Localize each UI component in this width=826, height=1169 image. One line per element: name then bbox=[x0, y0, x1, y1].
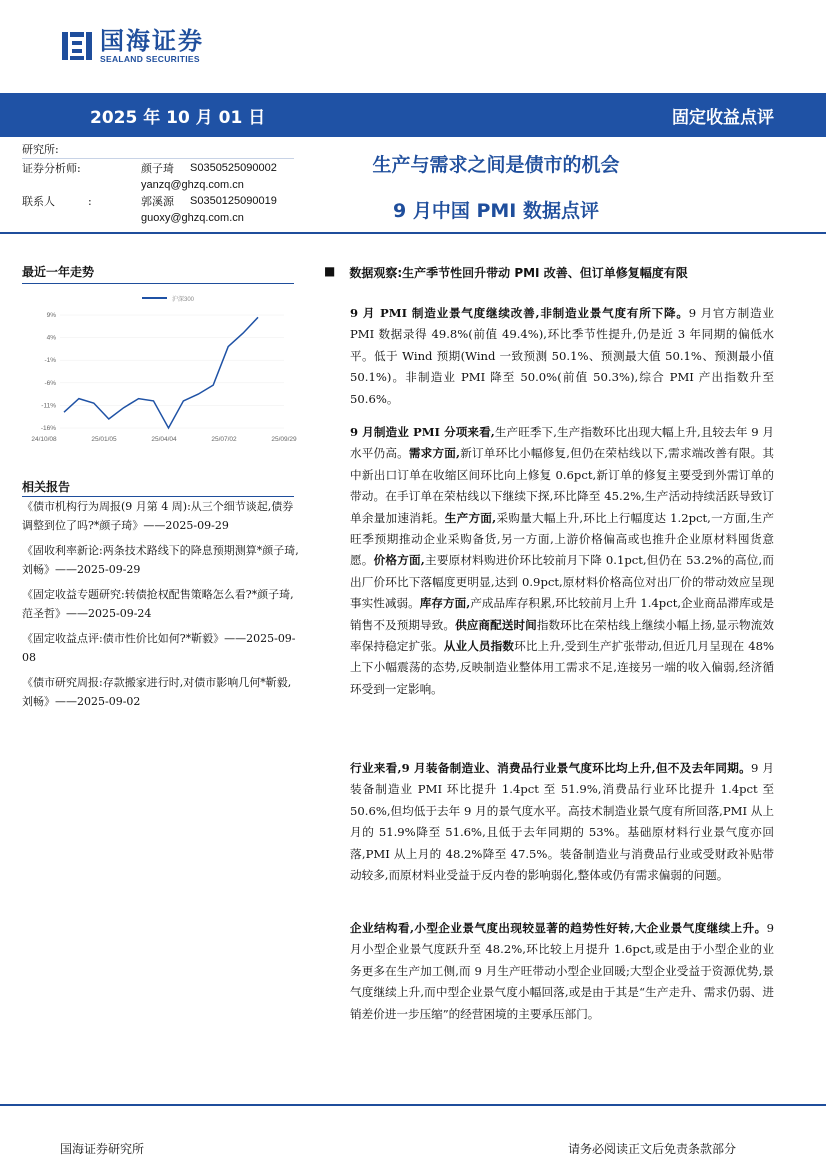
x-tick-label: 25/04/04 bbox=[151, 436, 177, 443]
divider bbox=[0, 232, 826, 234]
related-report-1[interactable]: 《债市机构行为周报(9 月第 4 周):从三个细节谈起,债券调整到位了吗?*颜子琦》——2025-09-29 bbox=[22, 500, 294, 532]
related-heading: 相关报告 bbox=[22, 480, 71, 494]
paragraph-3 bbox=[350, 758, 774, 886]
related-report-2[interactable]: 《固收利率新论:两条技术路线下的降息预期测算*颜子琦,刘畅》——2025-09-29 bbox=[22, 544, 299, 576]
delivery-lead: 供应商配送时间 bbox=[455, 617, 537, 632]
trend-heading: 最近一年走势 bbox=[22, 265, 95, 279]
analyst-email[interactable]: yanzq@ghzq.com.cn bbox=[141, 179, 244, 191]
analyst-name: 颜子琦 bbox=[141, 162, 174, 175]
contact-colon: : bbox=[88, 195, 92, 208]
paragraph-3-lead: 行业来看,9 月装备制造业、消费品行业景气度环比均上升,但不及去年同期。 bbox=[350, 761, 752, 775]
contact-name: 郭溪源 bbox=[141, 195, 174, 208]
paragraph-3-text: 9 月装备制造业 PMI 环比提升 1.4pct 至 51.9%,消费品行业环比提升 1.4pct 至 50.6%,但均低于去年 9 月的景气度水平。高技术制造业景气度有所回落,PMI 从上月的 51.9%降至 51.6%,且低于去年同期的 53%。基础原材料行业景气度亦回落,PMI 从上月的 48.2%降至 47.5%。装备制造业与消费品行业或受财政补贴带动较多,而原材料业受益于反内卷的影响弱化,整体或仍有需求偏弱的问题。 bbox=[350, 761, 774, 883]
contact-email[interactable]: guoxy@ghzq.com.cn bbox=[141, 212, 244, 224]
divider bbox=[22, 283, 294, 284]
paragraph-2-lead: 9 月制造业 PMI 分项来看, bbox=[350, 425, 495, 439]
employment-lead: 从业人员指数 bbox=[443, 639, 515, 654]
price-text: 主要原材料购进价环比较前月下降 0.1pct,但仍在 53.2%的高位,而出厂价环比下落幅度更明显,达到 0.9pct,原材料价格高位对出厂价的带动效应呈现事实性减弱。 bbox=[350, 553, 774, 611]
y-tick-label: -6% bbox=[44, 379, 56, 387]
inventory-lead: 库存方面, bbox=[419, 596, 471, 611]
employment-text: 环比上升,受到生产扩张带动,但近几月呈现在 48%上下小幅震荡的态势,反映制造业整体用工需求不足,连接另一端的收入偏弱,经济循环受到一定影响。 bbox=[350, 639, 774, 696]
paragraph-4-lead: 企业结构看,小型企业景气度出现较显著的趋势性好转,大企业景气度继续上升。 bbox=[350, 921, 767, 935]
section-heading bbox=[324, 264, 688, 281]
demand-lead: 需求方面, bbox=[408, 446, 461, 461]
y-tick-label: -1% bbox=[44, 357, 56, 365]
y-tick-label: 9% bbox=[46, 312, 56, 319]
contact-cert: S0350125090019 bbox=[190, 195, 277, 207]
x-tick-label: 25/07/02 bbox=[211, 436, 237, 443]
related-report-5[interactable]: 《债市研究周报:存款搬家进行时,对债市影响几何*靳毅,刘畅》——2025-09-02 bbox=[22, 676, 292, 708]
paragraph-4 bbox=[350, 918, 774, 1025]
demand-text: 新订单环比小幅修复,但仍在荣枯线以下,需求端改善有限。其中新出口订单在收缩区间环比向上修复 0.6pct,新订单的修复主要受到外需订单的带动。在手订单在荣枯线以下继续下探,环比降至 45.2%,生产活动持续活跃导致订单余量加速消耗。 bbox=[350, 446, 774, 525]
related-report-3[interactable]: 《固定收益专题研究:转债抢权配售策略怎么看?*颜子琦,范圣哲》——2025-09-24 bbox=[22, 588, 294, 620]
section-heading-text: 数据观察:生产季节性回升带动 PMI 改善、但订单修复幅度有限 bbox=[349, 266, 688, 280]
divider bbox=[22, 158, 294, 159]
footer-divider bbox=[0, 1104, 826, 1106]
footer-right: 请务必阅读正文后免责条款部分 bbox=[568, 1142, 737, 1156]
logo-mark-icon bbox=[60, 28, 94, 64]
paragraph-1 bbox=[350, 303, 774, 410]
paragraph-1-text: 9 月官方制造业 PMI 数据录得 49.8%(前值 49.4%),环比季节性提升,仍是近 3 年同期的偏低水平。低于 Wind 预期(Wind 一致预测 50.1%、预测最大值 50.1%、预测最小值 50.1%)。非制造业 PMI 降至 50.0%(前值 50.3%),综合 PMI 产出指数升至 50.6%。 bbox=[350, 306, 774, 406]
production-lead: 生产方面, bbox=[444, 510, 497, 525]
y-tick-label: -11% bbox=[41, 402, 56, 410]
page-subtitle: 9 月中国 PMI 数据点评 bbox=[393, 200, 599, 222]
paragraph-4-text: 9 月小型企业景气度跃升至 48.2%,环比较上月提升 1.6pct,或是由于小型企业的业务更多在生产加工侧,而 9 月生产旺带动小型企业回暖;大型企业受益于资源优势,景气度继续上升,而中型企业景气度小幅回落,或是由于其是“生产走升、需求仍弱、进销差价进一步压缩”的经营困境的主要承压部门。 bbox=[350, 921, 774, 1021]
y-tick-label: -16% bbox=[40, 425, 56, 432]
paragraph-2 bbox=[350, 422, 774, 700]
analyst-label: 证券分析师: bbox=[22, 162, 81, 175]
footer-left: 国海证券研究所 bbox=[60, 1142, 145, 1156]
bullet-icon: ■ bbox=[324, 264, 336, 278]
page-title: 生产与需求之间是债市的机会 bbox=[372, 154, 620, 176]
paragraph-2-text: 生产旺季下,生产指数环比出现大幅上升,且较去年 9 月水平仍高。 bbox=[350, 425, 774, 461]
related-report-4[interactable]: 《固定收益点评:债市性价比如何?*靳毅》——2025-09-08 bbox=[22, 632, 296, 664]
legend-label: 沪深300 bbox=[172, 297, 195, 303]
report-date: 2025 年 10 月 01 日 bbox=[90, 108, 266, 128]
brand-name-cn: 国海证券 bbox=[100, 27, 204, 55]
x-tick-label: 25/09/29 bbox=[271, 436, 297, 443]
header-band bbox=[0, 93, 826, 137]
brand-logo bbox=[60, 28, 204, 64]
contact-label: 联系人 bbox=[22, 195, 55, 208]
analyst-cert: S0350525090002 bbox=[190, 162, 277, 174]
inventory-text: 产成品库存积累,环比较前月上升 1.4pct,企业商品滞库或是销售不及预期导致。 bbox=[350, 596, 774, 632]
price-lead: 价格方面, bbox=[373, 553, 425, 568]
brand-name-en: SEALAND SECURITIES bbox=[100, 54, 200, 64]
trend-chart bbox=[22, 290, 297, 445]
research-label: 研究所: bbox=[22, 143, 59, 156]
y-tick-label: 4% bbox=[46, 334, 56, 342]
production-text: 采购量大幅上升,环比上行幅度达 1.2pct,一方面,生产旺季预期推动企业采购备货,另一方面,上游价格偏高或也推升企业原材料囤货意愿。 bbox=[350, 510, 774, 568]
delivery-text: 指数环比在荣枯线上继续小幅上扬,显示物流效率保持稳定扩张。 bbox=[350, 617, 774, 654]
report-type: 固定收益点评 bbox=[672, 108, 774, 128]
x-tick-label: 24/10/08 bbox=[31, 436, 57, 443]
series-line-hs300 bbox=[64, 317, 258, 428]
x-tick-label: 25/01/05 bbox=[91, 436, 117, 443]
paragraph-1-lead: 9 月 PMI 制造业景气度继续改善,非制造业景气度有所下降。 bbox=[350, 306, 689, 320]
